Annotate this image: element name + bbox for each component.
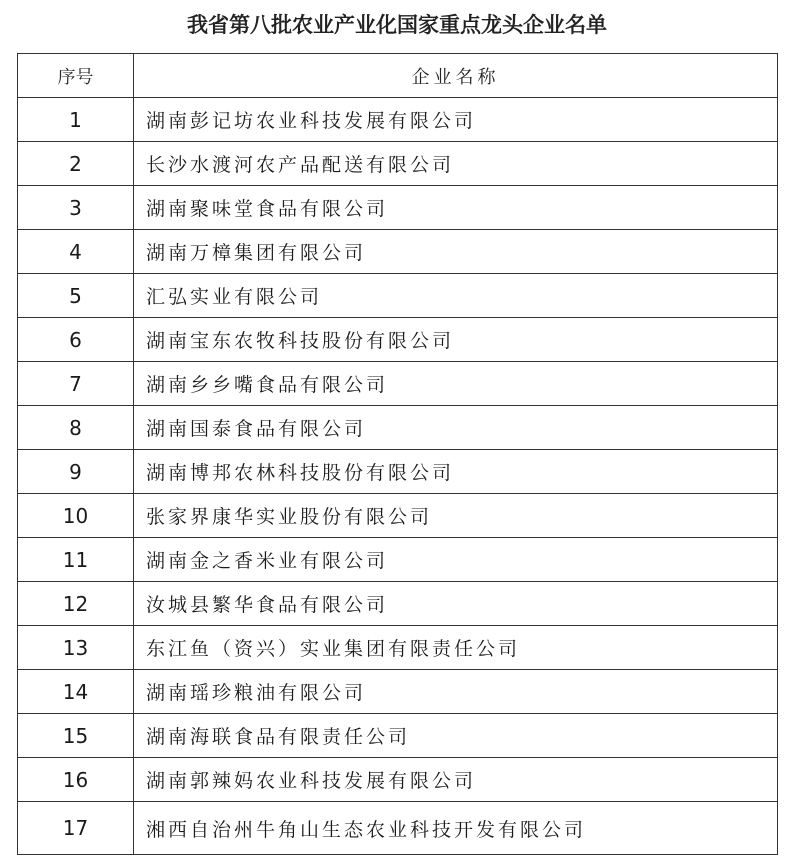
company-name: 湖南郭辣妈农业科技发展有限公司: [134, 758, 778, 802]
row-index: 4: [18, 230, 134, 274]
table-row: [18, 494, 778, 538]
row-index: 16: [18, 758, 134, 802]
company-name: 湖南瑶珍粮油有限公司: [134, 670, 778, 714]
row-index: 7: [18, 362, 134, 406]
company-name: 湖南宝东农牧科技股份有限公司: [134, 318, 778, 362]
table-row: [18, 230, 778, 274]
row-index: 11: [18, 538, 134, 582]
table-row: [18, 318, 778, 362]
company-name: 湖南彭记坊农业科技发展有限公司: [134, 98, 778, 142]
row-index: 10: [18, 494, 134, 538]
row-index: 15: [18, 714, 134, 758]
row-index: 14: [18, 670, 134, 714]
row-index: 6: [18, 318, 134, 362]
table-row: [18, 758, 778, 802]
page-title: 我省第八批农业产业化国家重点龙头企业名单: [187, 13, 607, 37]
table-row: [18, 450, 778, 494]
row-index: 3: [18, 186, 134, 230]
row-index: 9: [18, 450, 134, 494]
column-header-index: 序号: [18, 54, 134, 98]
row-index: 12: [18, 582, 134, 626]
company-name: 张家界康华实业股份有限公司: [134, 494, 778, 538]
table-row: [18, 714, 778, 758]
company-name: 湖南国泰食品有限公司: [134, 406, 778, 450]
company-name: 东江鱼（资兴）实业集团有限责任公司: [134, 626, 778, 670]
company-name: 湖南金之香米业有限公司: [134, 538, 778, 582]
table-row: [18, 582, 778, 626]
table-row: [18, 142, 778, 186]
row-index: 13: [18, 626, 134, 670]
company-name: 湖南博邦农林科技股份有限公司: [134, 450, 778, 494]
table-row: [18, 362, 778, 406]
company-name: 长沙水渡河农产品配送有限公司: [134, 142, 778, 186]
table-row: [18, 406, 778, 450]
table-row: [18, 802, 778, 855]
company-name: 湖南乡乡嘴食品有限公司: [134, 362, 778, 406]
table-row: [18, 98, 778, 142]
company-name: 汇弘实业有限公司: [134, 274, 778, 318]
table-row: [18, 538, 778, 582]
table-row: [18, 670, 778, 714]
table-row: [18, 626, 778, 670]
table-header-row: [18, 54, 778, 98]
company-name: 湖南聚味堂食品有限公司: [134, 186, 778, 230]
company-name: 汝城县繁华食品有限公司: [134, 582, 778, 626]
row-index: 1: [18, 98, 134, 142]
company-name: 湘西自治州牛角山生态农业科技开发有限公司: [134, 802, 778, 855]
company-name: 湖南万樟集团有限公司: [134, 230, 778, 274]
company-table: [17, 53, 778, 855]
row-index: 8: [18, 406, 134, 450]
table-row: [18, 186, 778, 230]
row-index: 2: [18, 142, 134, 186]
company-name: 湖南海联食品有限责任公司: [134, 714, 778, 758]
row-index: 17: [18, 802, 134, 855]
table-row: [18, 274, 778, 318]
row-index: 5: [18, 274, 134, 318]
column-header-name: 企业名称: [134, 54, 778, 98]
